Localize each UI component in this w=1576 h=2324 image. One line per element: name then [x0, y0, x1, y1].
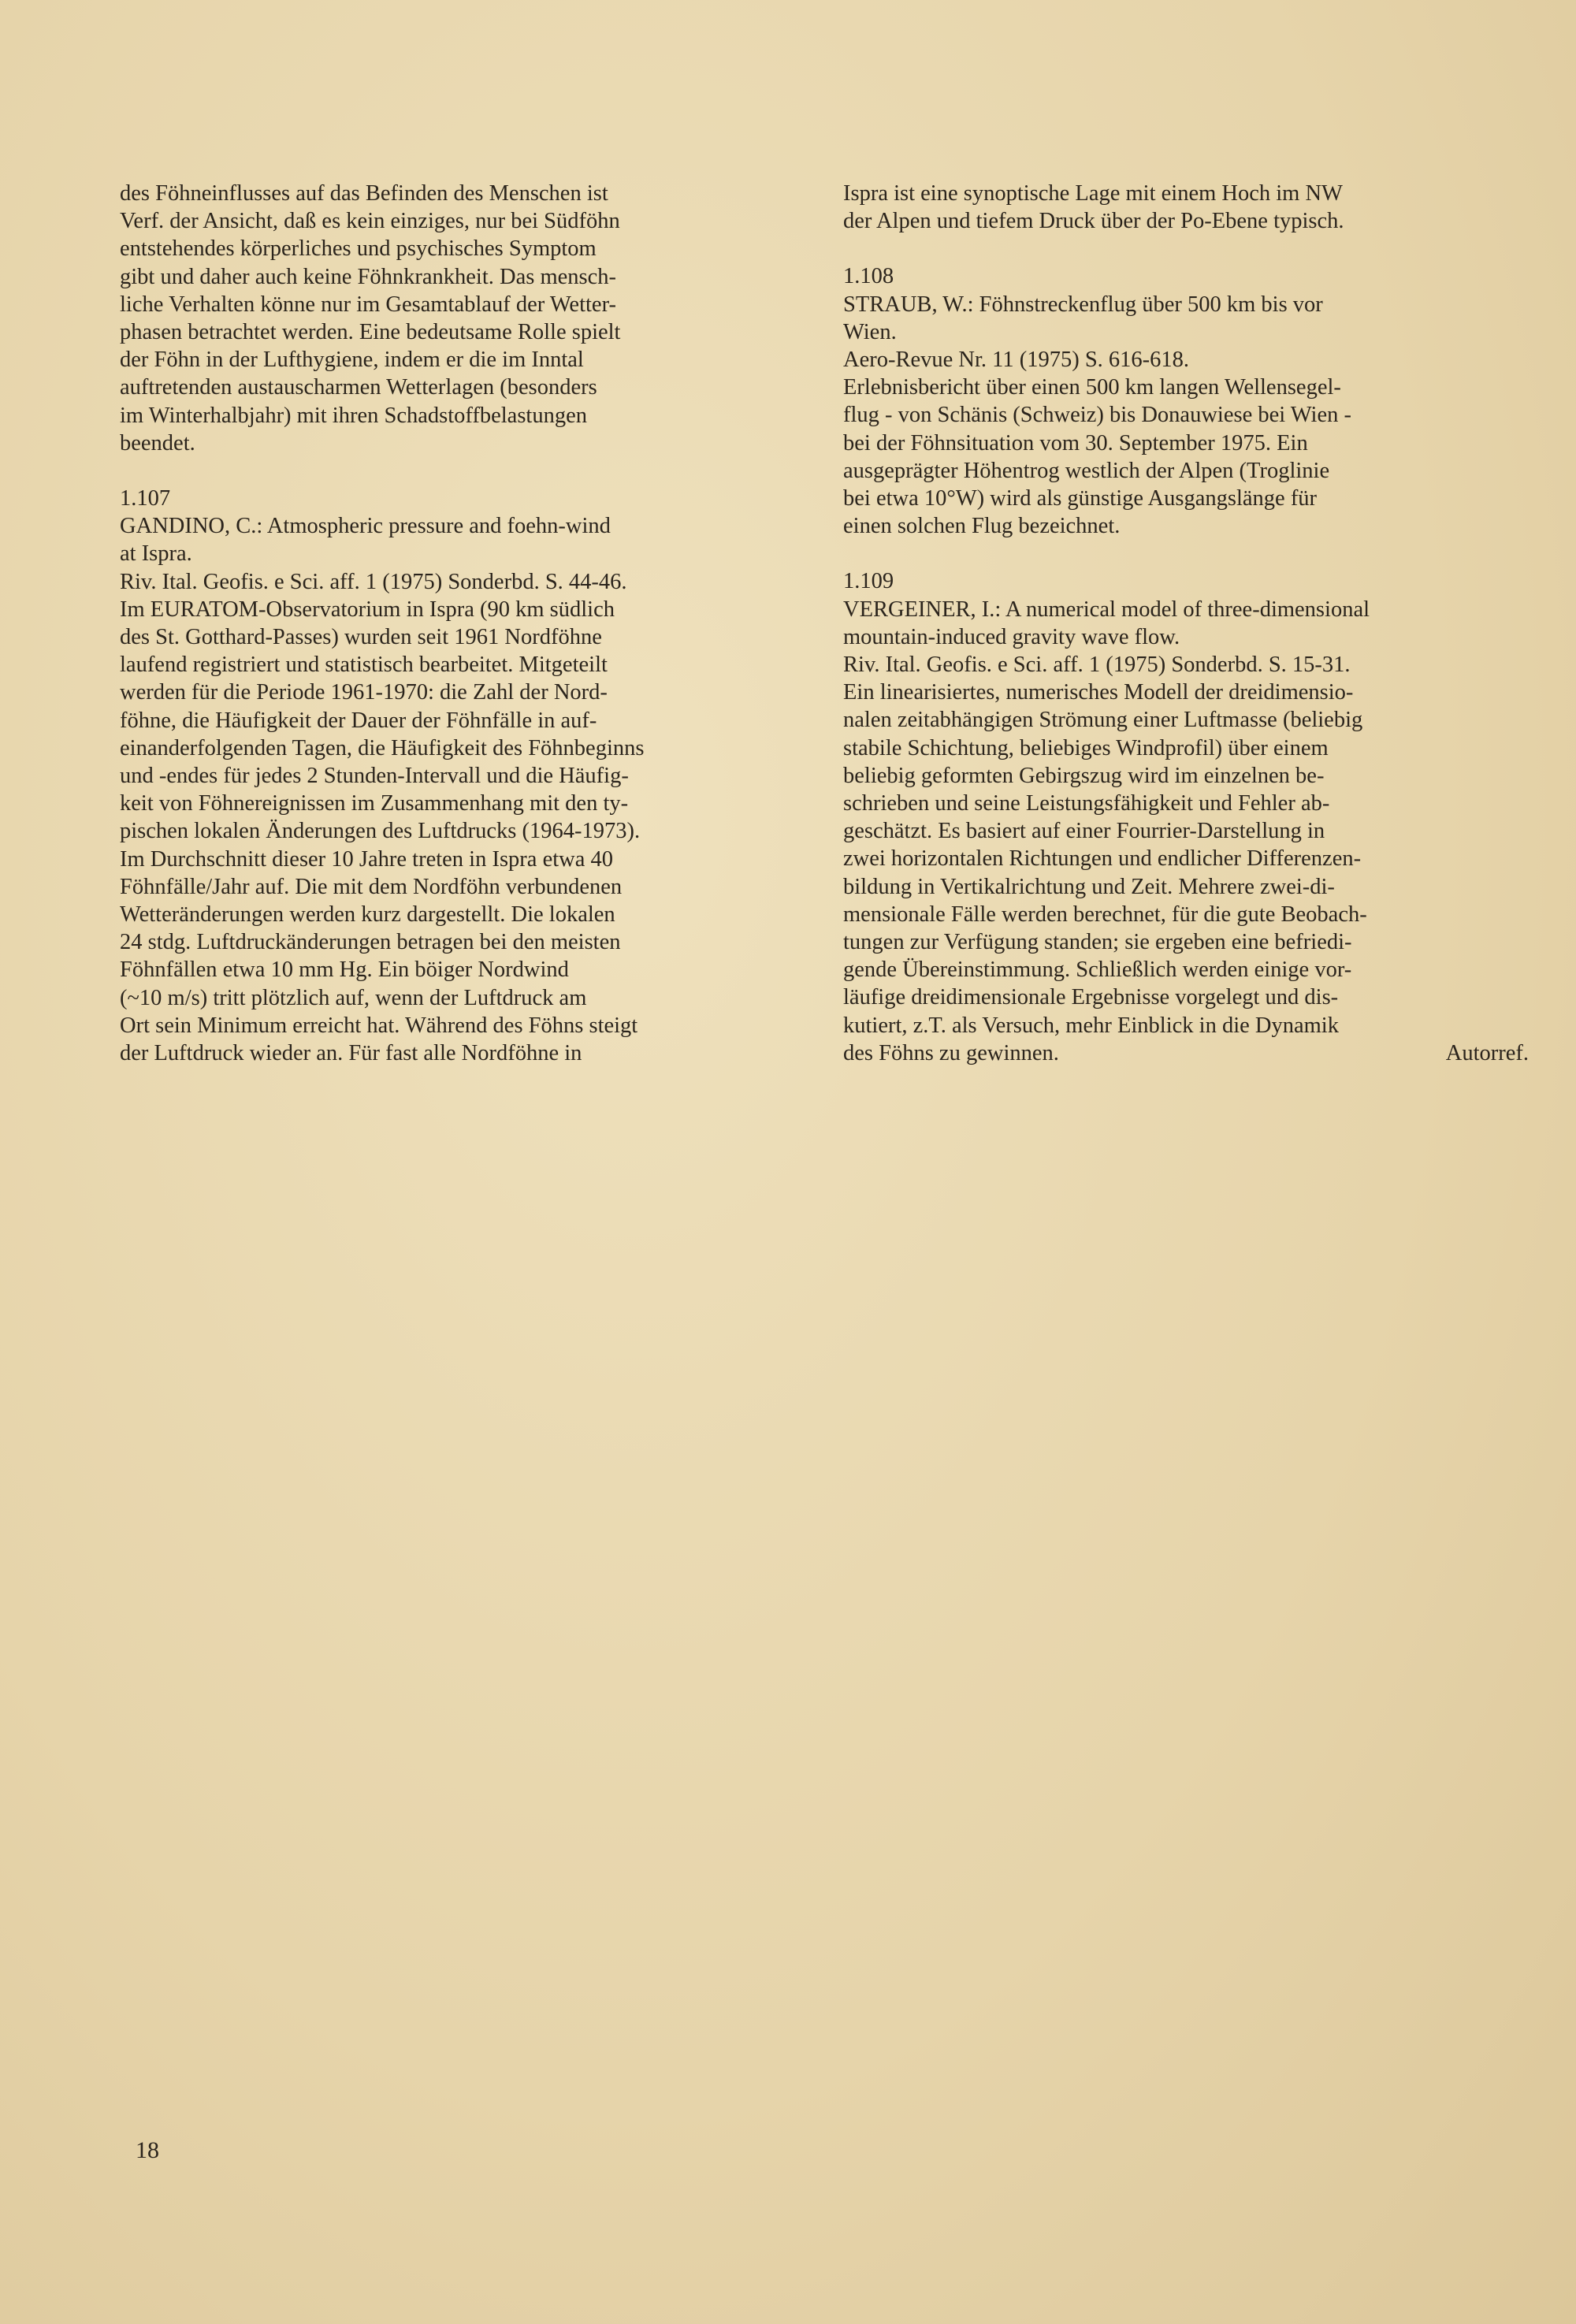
author-reference: Autorref. — [1445, 1040, 1529, 1065]
text-line: und -endes für jedes 2 Stunden-Intervall und die Häufig- — [120, 764, 629, 789]
text-line: VERGEINER, I.: A numerical model of three-dimensional — [843, 597, 1370, 622]
text-line: gende Übereinstimmung. Schließlich werden einige vor- — [843, 957, 1352, 983]
entry-1-107 — [120, 485, 813, 1067]
text-line: Ort sein Minimum erreicht hat. Während des Föhns steigt — [120, 1013, 638, 1038]
entry-1-108 — [843, 262, 1529, 540]
text-line: phasen betrachtet werden. Eine bedeutsame Rolle spielt — [120, 320, 621, 345]
text-line: nalen zeitabhängigen Strömung einer Luftmasse (beliebig — [843, 708, 1363, 733]
text-line: Riv. Ital. Geofis. e Sci. aff. 1 (1975) Sonderbd. S. 44-46. — [120, 569, 627, 594]
text-line: Riv. Ital. Geofis. e Sci. aff. 1 (1975) Sonderbd. S. 15-31. — [843, 653, 1351, 678]
text-line: keit von Föhnereignissen im Zusammenhang mit den ty- — [120, 791, 629, 816]
text-line: bei etwa 10°W) wird als günstige Ausgangslänge für — [843, 486, 1318, 511]
text-line: stabile Schichtung, beliebiges Windprofil) über einem — [843, 735, 1329, 760]
left-column — [120, 180, 813, 1067]
text-line: Wetteränderungen werden kurz dargestellt. Die lokalen — [120, 902, 615, 928]
text-line: pischen lokalen Änderungen des Luftdrucks (1964-1973). — [120, 819, 641, 844]
text-line: läufige dreidimensionale Ergebnisse vorgelegt und dis- — [843, 985, 1339, 1010]
text-line: Wien. — [843, 319, 897, 344]
left-intro-paragraph — [120, 180, 813, 457]
text-line: des St. Gotthard-Passes) wurden seit 1961 Nordföhne — [120, 625, 602, 650]
text-line: Aero-Revue Nr. 11 (1975) S. 616-618. — [843, 348, 1190, 373]
text-line: der Alpen und tiefem Druck über der Po-Ebene typisch. — [843, 209, 1344, 234]
text-line: liche Verhalten könne nur im Gesamtablauf der Wetter- — [120, 292, 616, 317]
right-column — [843, 180, 1529, 1067]
text-line: Im Durchschnitt dieser 10 Jahre treten in Ispra etwa 40 — [120, 846, 613, 872]
text-line: einen solchen Flug bezeichnet. — [843, 514, 1121, 539]
text-line: beendet. — [120, 430, 195, 456]
text-line: auftretenden austauscharmen Wetterlagen (besonders — [120, 375, 597, 400]
entry-number: 1.107 — [120, 486, 171, 511]
text-line: werden für die Periode 1961-1970: die Zahl der Nord- — [120, 680, 608, 705]
text-line: bildung in Vertikalrichtung und Zeit. Mehrere zwei-di- — [843, 874, 1335, 899]
page-number: 18 — [136, 2137, 159, 2163]
text-line: at Ispra. — [120, 541, 192, 567]
text-line: mensionale Fälle werden berechnet, für die gute Beobach- — [843, 902, 1367, 927]
text-line: bei der Föhnsituation vom 30. September 1975. Ein — [843, 430, 1308, 456]
text-line: Im EURATOM-Observatorium in Ispra (90 km südlich — [120, 597, 615, 622]
text-line: Föhnfällen etwa 10 mm Hg. Ein böiger Nordwind — [120, 957, 569, 983]
text-line: ausgeprägter Höhentrog westlich der Alpen (Troglinie — [843, 458, 1330, 483]
text-line: föhne, die Häufigkeit der Dauer der Föhnfälle in auf- — [120, 708, 597, 733]
text-line: laufend registriert und statistisch bearbeitet. Mitgeteilt — [120, 653, 608, 678]
text-line: Ispra ist eine synoptische Lage mit einem Hoch im NW — [843, 181, 1343, 206]
text-line: kutiert, z.T. als Versuch, mehr Einblick in die Dynamik — [843, 1013, 1339, 1038]
text-line: entstehendes körperliches und psychisches Symptom — [120, 236, 597, 262]
text-line: im Winterhalbjahr) mit ihren Schadstoffbelastungen — [120, 403, 587, 428]
text-line: der Föhn in der Lufthygiene, indem er die im Inntal — [120, 348, 584, 373]
text-line: Verf. der Ansicht, daß es kein einziges, nur bei Südföhn — [120, 209, 620, 234]
text-line: GANDINO, C.: Atmospheric pressure and foehn-wind — [120, 514, 611, 539]
text-line: schrieben und seine Leistungsfähigkeit und Fehler ab- — [843, 791, 1330, 816]
text-line: geschätzt. Es basiert auf einer Fourrier-Darstellung in — [843, 819, 1325, 844]
text-line: flug - von Schänis (Schweiz) bis Donauwiese bei Wien - — [843, 403, 1351, 428]
text-line: der Luftdruck wieder an. Für fast alle Nordföhne in — [120, 1041, 582, 1066]
text-line: STRAUB, W.: Föhnstreckenflug über 500 km bis vor — [843, 292, 1323, 317]
text-line: des Föhneinflusses auf das Befinden des Menschen ist — [120, 181, 608, 206]
entry-number: 1.109 — [843, 569, 894, 594]
text-line: Föhnfälle/Jahr auf. Die mit dem Nordföhn verbundenen — [120, 874, 623, 899]
text-line: 24 stdg. Luftdruckänderungen betragen bei den meisten — [120, 930, 621, 955]
right-intro-paragraph — [843, 180, 1529, 235]
text-line: Erlebnisbericht über einen 500 km langen Wellensegel- — [843, 375, 1341, 400]
entry-1-109 — [843, 567, 1529, 1067]
text-line: zwei horizontalen Richtungen und endlicher Differenzen- — [843, 846, 1362, 872]
entry-number: 1.108 — [843, 264, 894, 289]
text-line: Ein linearisiertes, numerisches Modell der dreidimensio- — [843, 680, 1354, 705]
final-line-with-signature — [843, 1039, 1529, 1067]
text-line: mountain-induced gravity wave flow. — [843, 624, 1180, 649]
text-line: beliebig geformten Gebirgszug wird im einzelnen be- — [843, 763, 1325, 788]
text-line: (~10 m/s) tritt plötzlich auf, wenn der Luftdruck am — [120, 985, 587, 1010]
text-line: einanderfolgenden Tagen, die Häufigkeit des Föhnbeginns — [120, 735, 645, 760]
text-line: gibt und daher auch keine Föhnkrankheit. Das mensch- — [120, 264, 616, 289]
text-line: des Föhns zu gewinnen. — [843, 1040, 1059, 1065]
text-line: tungen zur Verfügung standen; sie ergeben eine befriedi- — [843, 930, 1352, 955]
